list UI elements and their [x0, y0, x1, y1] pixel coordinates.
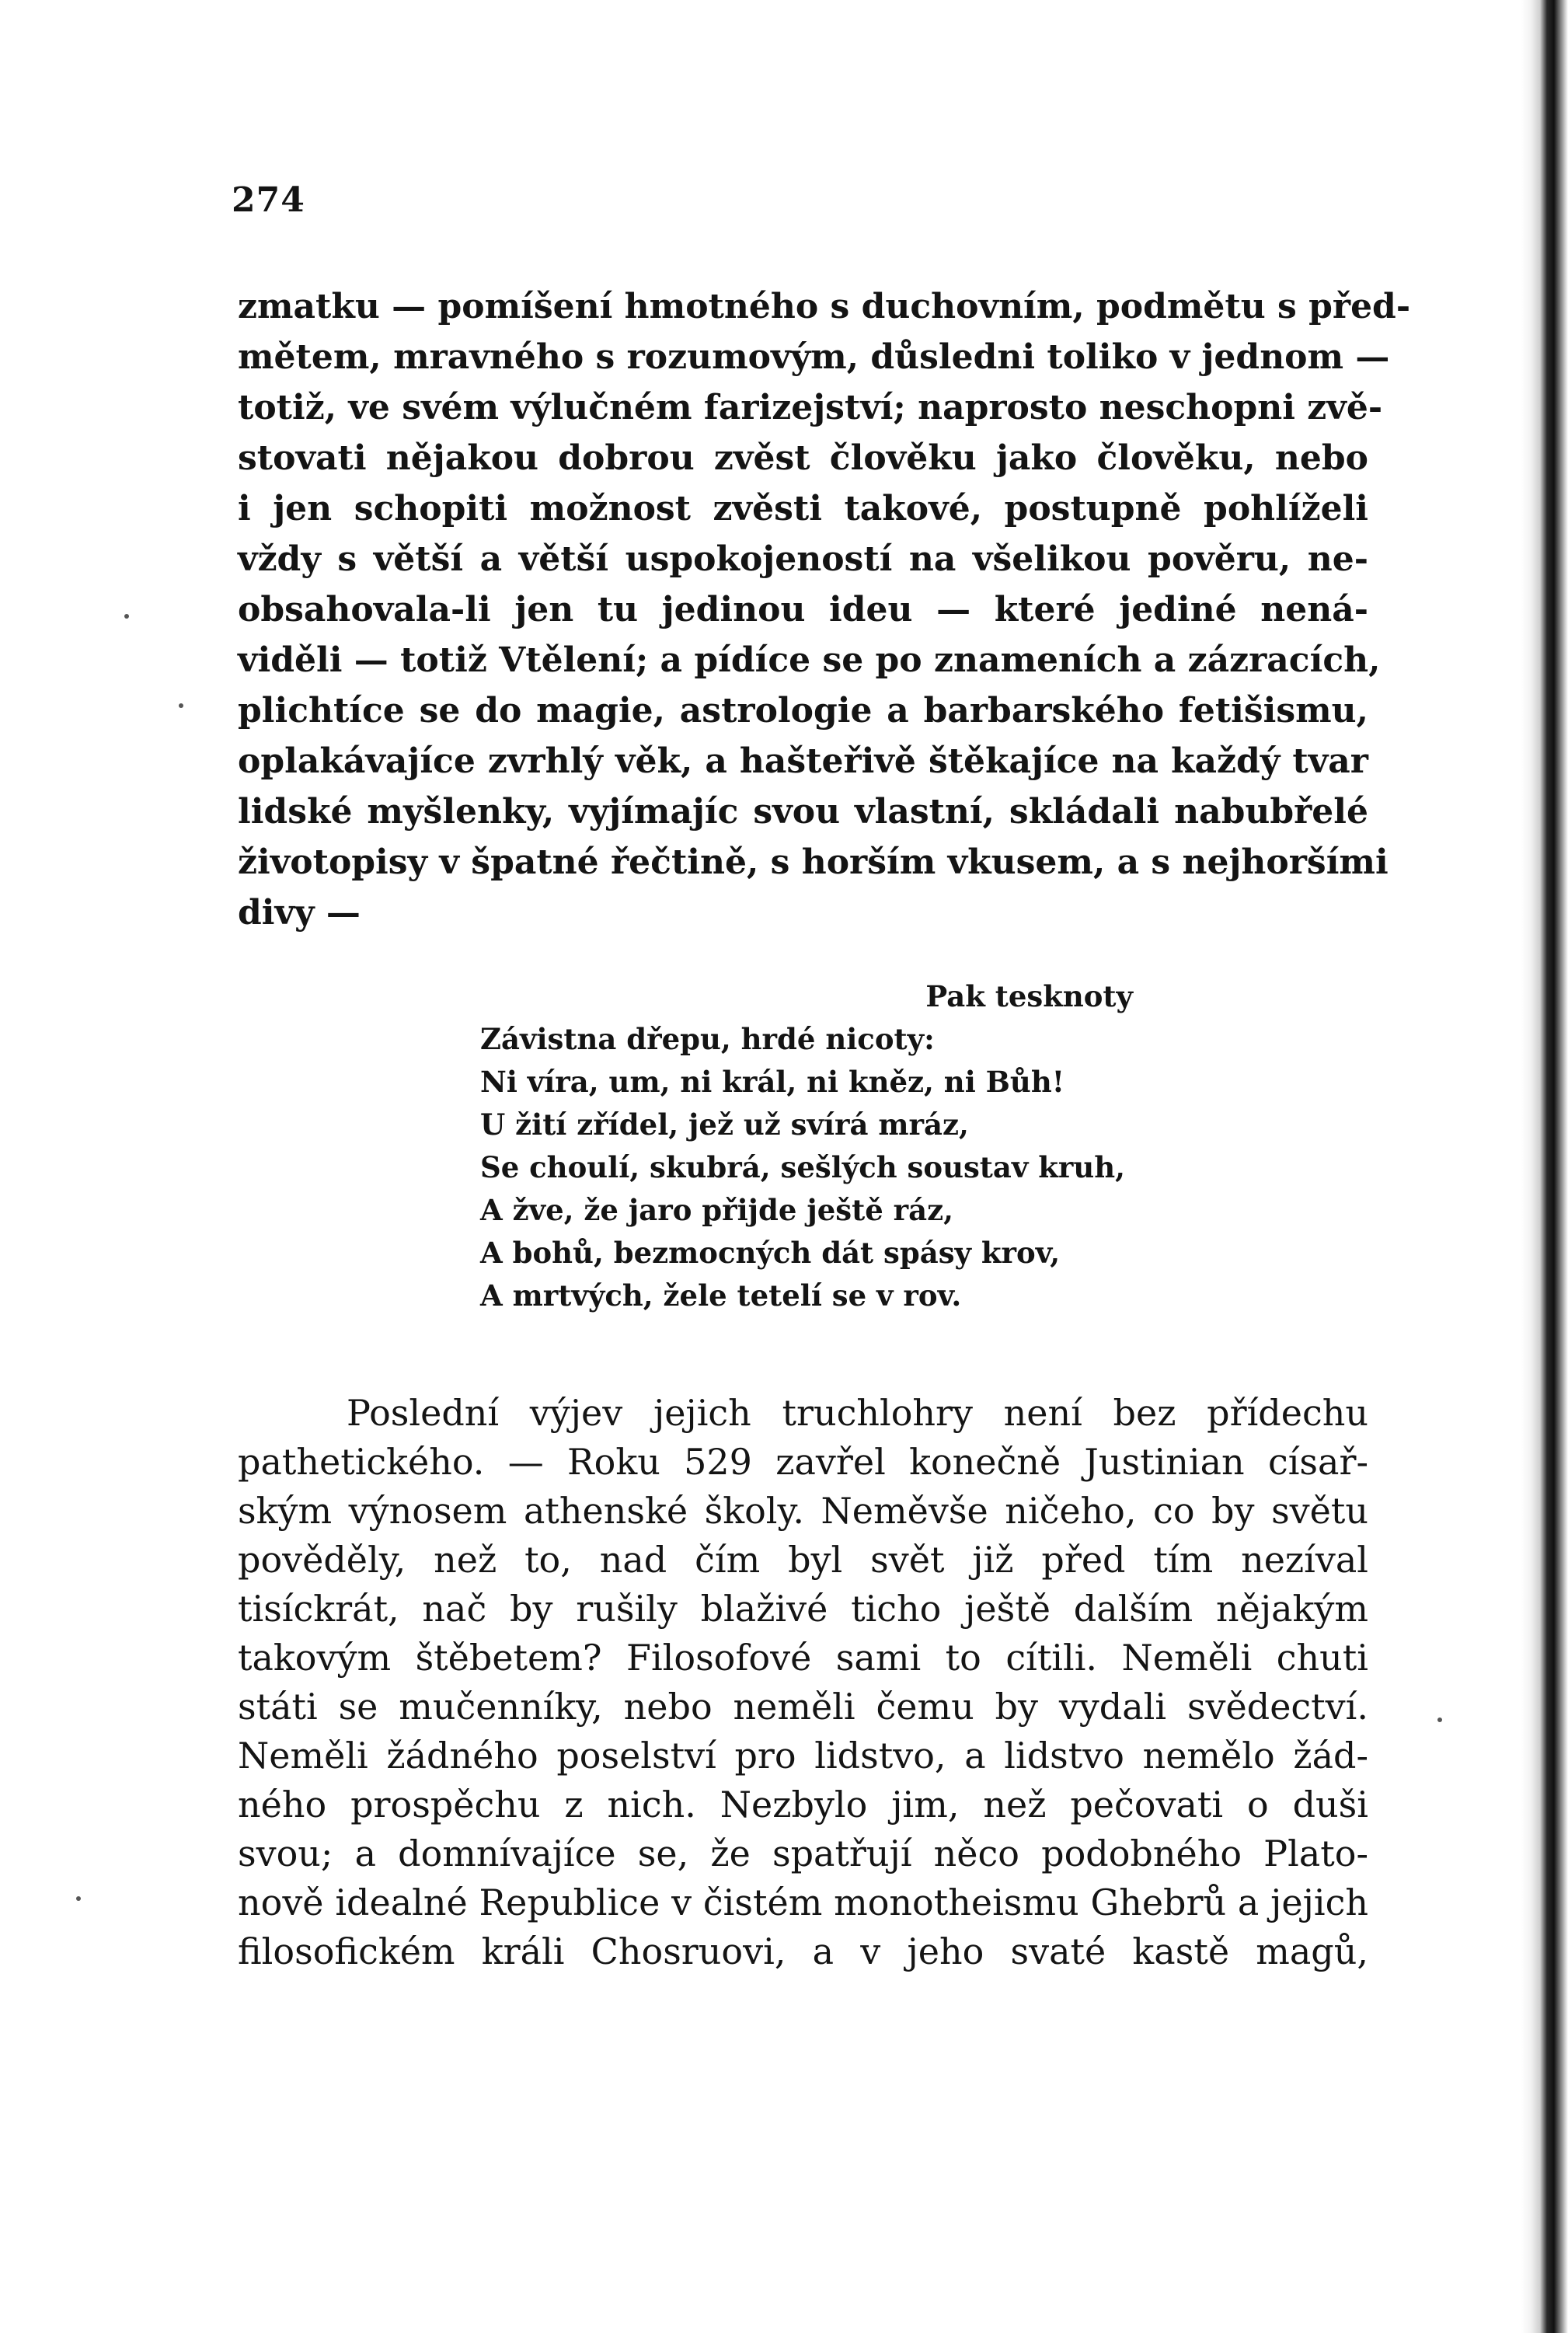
text-line: ného prospěchu z nich. Nezbylo jim, než pečovati o duši: [238, 1784, 1368, 1826]
text-line: ským výnosem athenské školy. Neměvše ničeho, co by světu: [238, 1490, 1368, 1532]
text-line: nově idealné Republice v čistém monotheismu Ghebrů a jejich: [238, 1881, 1368, 1923]
poem-line: Se choulí, skubrá, sešlých soustav kruh,: [480, 1150, 1126, 1184]
poem-line: Závistna dřepu, hrdé nicoty:: [480, 1022, 935, 1056]
poem-line: Ni víra, um, ni král, ni kněz, ni Bůh!: [480, 1065, 1064, 1099]
text-line: i jen schopiti možnost zvěsti takové, postupně pohlíželi: [238, 489, 1368, 528]
text-line: totiž, ve svém výlučném farizejství; naprosto neschopni zvě-: [238, 388, 1383, 427]
text-line: stovati nějakou dobrou zvěst člověku jako člověku, nebo: [238, 438, 1368, 478]
page-number: 274: [232, 180, 305, 220]
scan-speck: [1437, 1717, 1442, 1722]
poem-line: A mrtvých, žele tetelí se v rov.: [480, 1278, 962, 1313]
poem-line: A bohů, bezmocných dát spásy krov,: [480, 1236, 1061, 1270]
text-line: oplakávajíce zvrhlý věk, a hašteřivě štěkajíce na každý tvar: [238, 741, 1368, 781]
poem-block: [480, 975, 1133, 1317]
poem-line: U žití zřídel, jež už svírá mráz,: [480, 1107, 969, 1142]
text-line: obsahovala-li jen tu jedinou ideu — které jediné nená-: [238, 590, 1368, 629]
page-edge: [1521, 0, 1568, 2333]
text-line: státi se mučenníky, nebo neměli čemu by vydali svědectví.: [238, 1686, 1368, 1728]
text-line: pathetického. — Roku 529 zavřel konečně Justinian císař-: [238, 1441, 1368, 1483]
paragraph-2: [238, 1389, 1368, 1976]
text-line: takovým štěbetem? Filosofové sami to cítili. Neměli chuti: [238, 1637, 1368, 1679]
text-line: vždy s větší a větší uspokojeností na všelikou pověru, ne-: [238, 539, 1368, 579]
text-line: tisíckrát, nač by rušily blaživé ticho ještě dalším nějakým: [238, 1588, 1368, 1630]
text-line: zmatku — pomíšení hmotného s duchovním, podmětu s před-: [238, 287, 1411, 326]
text-line: viděli — totiž Vtělení; a pídíce se po znameních a zázracích,: [238, 640, 1381, 680]
text-line: mětem, mravného s rozumovým, důsledni toliko v jednom —: [238, 337, 1390, 377]
text-line: životopisy v špatné řečtině, s horším vkusem, a s nejhoršími: [238, 842, 1389, 882]
scan-speck: [124, 614, 129, 619]
text-line: lidské myšlenky, vyjímajíc svou vlastní, skládali nabubřelé: [238, 792, 1368, 832]
poem-line: A žve, že jaro přijde ještě ráz,: [480, 1193, 953, 1227]
text-line: svou; a domnívajíce se, že spatřují něco podobného Plato-: [238, 1833, 1368, 1874]
text-line: pověděly, než to, nad čím byl svět již před tím nezíval: [238, 1539, 1368, 1581]
text-line: filosofickém králi Chosruovi, a v jeho svaté kastě magů,: [238, 1930, 1368, 1972]
text-line: plichtíce se do magie, astrologie a barbarského fetišismu,: [238, 691, 1368, 731]
text-line: Poslední výjev jejich truchlohry není bez přídechu: [347, 1392, 1368, 1434]
text-line: Neměli žádného poselství pro lidstvo, a lidstvo nemělo žád-: [238, 1735, 1368, 1777]
poem-line: Pak tesknoty: [925, 979, 1133, 1013]
text-line: divy —: [238, 893, 361, 933]
scan-speck: [179, 703, 183, 708]
scan-speck: [76, 1896, 81, 1901]
paragraph-1: [238, 281, 1411, 938]
